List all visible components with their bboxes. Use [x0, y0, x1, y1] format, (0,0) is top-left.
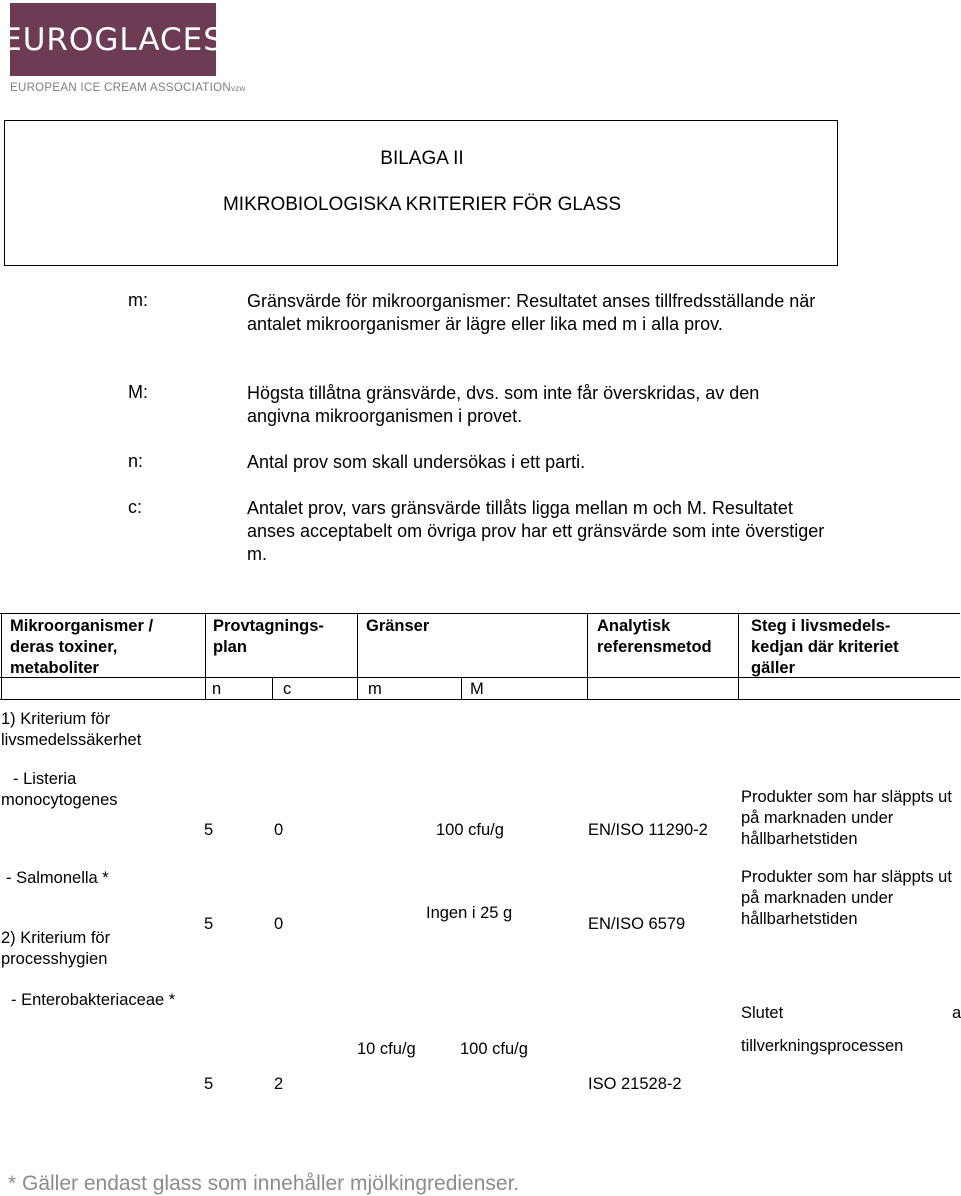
row-c-salmonella: 0 [274, 915, 284, 933]
row-n-listeria: 5 [204, 821, 214, 839]
header-limits: Gränser [366, 617, 430, 635]
row-stage-enterobacteriaceae-line1: Slutet [741, 1004, 784, 1022]
row-stage-salmonella: Produkter som har släppts ut på marknaden under hållbarhetstiden [741, 868, 952, 928]
row-organism-enterobacteriaceae: - Enterobakteriaceae * [11, 991, 176, 1009]
row-stage-enterobacteriaceae-trail: a [952, 1004, 961, 1022]
table-col-divider [205, 613, 206, 699]
title-box [4, 120, 838, 266]
row-method-enterobacteriaceae: ISO 21528-2 [588, 1075, 682, 1093]
table-top-border [0, 613, 960, 614]
table-left-border [1, 613, 2, 699]
definition-text-M: Högsta tillåtna gränsvärde, dvs. som inte får överskridas, av den angivna mikroorganismen i provet. [247, 383, 760, 426]
row-method-listeria: EN/ISO 11290-2 [588, 821, 708, 839]
table-col-divider [357, 677, 358, 699]
table-col-divider [738, 613, 739, 699]
definition-key-m: m: [128, 290, 148, 310]
header-organism: Mikroorganismer / deras toxiner, metaboliter [10, 617, 154, 677]
logo-subtitle [10, 82, 246, 94]
row-c-enterobacteriaceae: 2 [274, 1075, 284, 1093]
subheader-M: M [470, 680, 484, 698]
euroglaces-logo [2, 3, 224, 76]
subheader-m: m [368, 680, 382, 698]
logo-wordmark: EUROGLACES [2, 21, 224, 58]
subheader-n: n [212, 680, 222, 698]
logo-suffix: vzw [230, 84, 246, 93]
row-n-salmonella: 5 [204, 915, 214, 933]
header-stage: Steg i livsmedels-kedjan där kriteriet gäller [751, 617, 899, 677]
section-process-hygiene: 2) Kriterium för processhygien [1, 929, 111, 968]
definition-text-m: Gränsvärde för mikroorganismer: Resultatet anses tillfredsställande när antalet mikroorganismer är lägre eller lika med m i alla prov. [247, 291, 816, 334]
definition-text-n: Antal prov som skall undersökas i ett parti. [247, 452, 586, 472]
table-subheader-top-border [205, 677, 587, 678]
row-method-salmonella: EN/ISO 6579 [588, 915, 686, 933]
section-food-safety: 1) Kriterium för livsmedelssäkerhet [1, 710, 142, 749]
row-c-listeria: 0 [274, 821, 284, 839]
header-plan: Provtagnings-plan [213, 617, 324, 656]
table-col-divider [461, 677, 462, 699]
row-M-listeria: 100 cfu/g [436, 821, 504, 839]
definition-key-n: n: [128, 451, 144, 471]
row-M-salmonella: Ingen i 25 g [426, 904, 513, 922]
header-method: Analytisk referensmetod [597, 617, 712, 656]
page-subtitle: MIKROBIOLOGISKA KRITERIER FÖR GLASS [222, 194, 622, 215]
row-stage-enterobacteriaceae-line2: tillverkningsprocessen [741, 1037, 904, 1055]
row-m-enterobacteriaceae: 10 cfu/g [357, 1040, 416, 1058]
row-n-enterobacteriaceae: 5 [204, 1075, 214, 1093]
page-title: BILAGA II [380, 148, 464, 169]
definition-key-c: c: [128, 497, 143, 517]
logo-subtitle-text: EUROPEAN ICE CREAM ASSOCIATION [10, 82, 231, 94]
subheader-c: c [283, 680, 292, 698]
table-col-divider [587, 613, 588, 699]
row-M-enterobacteriaceae: 100 cfu/g [460, 1040, 528, 1058]
table-method-bottom-border [587, 677, 738, 678]
table-col-divider [357, 613, 358, 677]
definition-text-c: Antalet prov, vars gränsvärde tillåts ligga mellan m och M. Resultatet anses acceptabelt om övriga prov har ett gränsvärde som inte överstiger m. [247, 498, 825, 564]
row-organism-salmonella: - Salmonella * [6, 869, 109, 887]
row-organism-listeria: - Listeria monocytogenes [1, 770, 118, 809]
row-stage-listeria: Produkter som har släppts ut på marknaden under hållbarhetstiden [741, 788, 952, 848]
table-col-divider [272, 677, 273, 699]
footnote: * Gäller endast glass som innehåller mjölkingredienser. [8, 1172, 520, 1195]
definition-key-M: M: [128, 382, 148, 402]
